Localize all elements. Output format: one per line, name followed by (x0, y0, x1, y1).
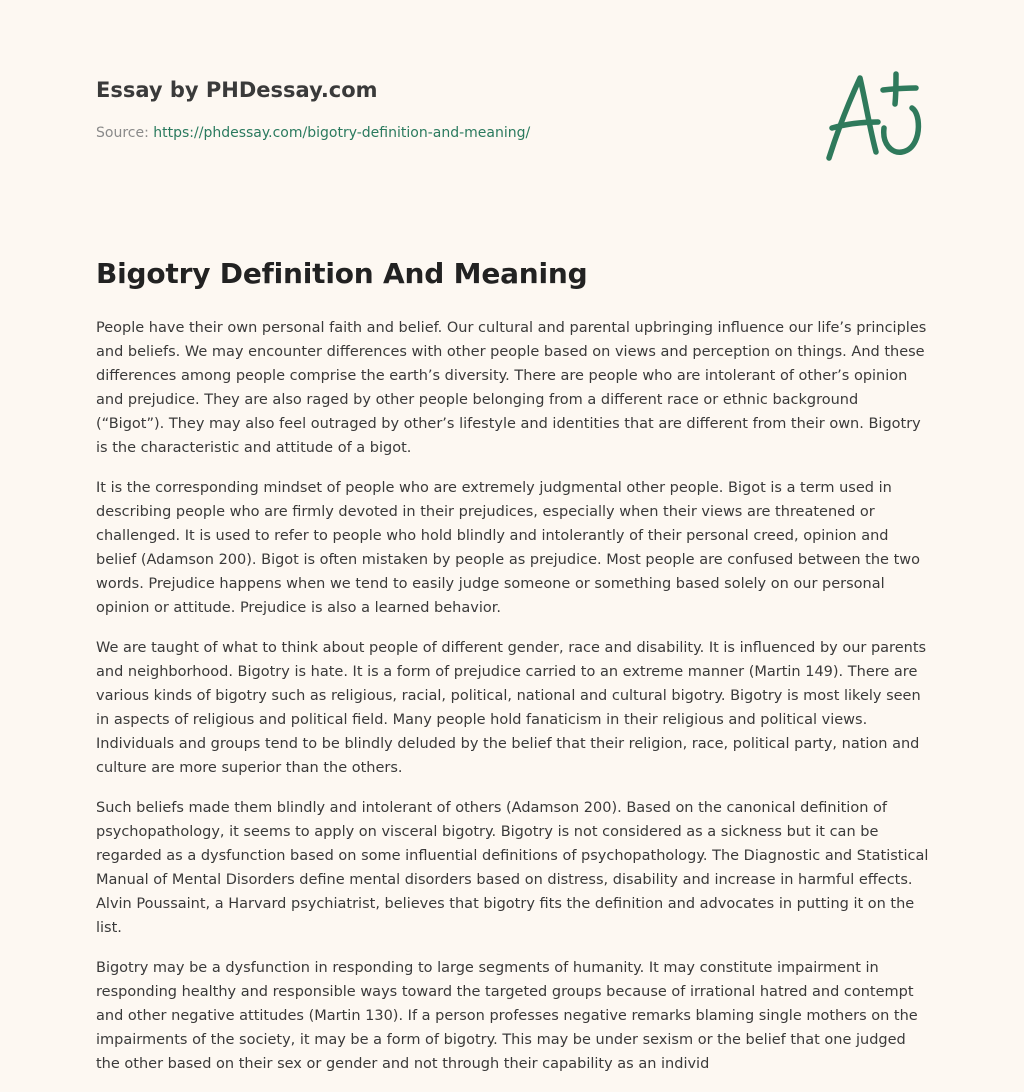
essay-paragraph: We are taught of what to think about people of different gender, race and disability. It is influenced by our parents and neighborhood. Bigotry is hate. It is a form of prejudice carried to an extreme manner (Martin 149). There are various kinds of bigotry such as religious, racial, political, national and cultural bigotry. Bigotry is most likely seen in aspects of religious and political field. Many people hold fanaticism in their religious and political views. Individuals and groups tend to be blindly deluded by the belief that their religion, race, political party, nation and culture are more superior than the others. (96, 640, 927, 776)
site-brand: Essay by PHDessay.com (96, 78, 378, 102)
essay-paragraph: It is the corresponding mindset of people who are extremely judgmental other people. Bigot is a term used in describing people who are firmly devoted in their prejudices, especially when their views are threatened or challenged. It is used to refer to people who hold blindly and intolerantly of their personal creed, opinion and belief (Adamson 200). Bigot is often mistaken by people as prejudice. Most people are confused between the two words. Prejudice happens when we tend to easily judge someone or something based solely on our personal opinion or attitude. Prejudice is also a learned behavior. (96, 480, 921, 616)
essay-title: Bigotry Definition And Meaning (96, 257, 588, 290)
source-link[interactable]: https://phdessay.com/bigotry-definition-and-meaning/ (153, 125, 531, 141)
source-line (96, 124, 928, 142)
essay-paragraph: Such beliefs made them blindly and intolerant of others (Adamson 200). Based on the canonical definition of psychopathology, it seems to apply on visceral bigotry. Bigotry is not considered as a sickness but it can be regarded as a dysfunction based on some influential definitions of psychopathology. The Diagnostic and Statistical Manual of Mental Disorders define mental disorders based on distress, disability and increase in harmful effects. Alvin Poussaint, a Harvard psychiatrist, believes that bigotry fits the definition and advocates in putting it on the list. (96, 800, 929, 936)
essay-header (96, 76, 928, 142)
a-plus-logo-icon (822, 68, 928, 164)
essay-paragraph: People have their own personal faith and belief. Our cultural and parental upbringing influence our life’s principles and beliefs. We may encounter differences with other people based on views and perception on things. And these differences among people comprise the earth’s diversity. There are people who are intolerant of other’s opinion and prejudice. They are also raged by other people belonging from a different race or ethnic background (“Bigot”). They may also feel outraged by other’s lifestyle and identities that are different from their own. Bigotry is the characteristic and attitude of a bigot. (96, 320, 927, 456)
essay-paragraph: Bigotry may be a dysfunction in responding to large segments of humanity. It may constitute impairment in responding healthy and responsible ways toward the targeted groups because of irrational hatred and contempt and other negative attitudes (Martin 130). If a person professes negative remarks blaming single mothers on the impairments of the society, it may be a form of bigotry. This may be under sexism or the belief that one judged the other based on their sex or gender and not through their capability as an individ (96, 960, 918, 1072)
source-label: Source: (96, 125, 149, 141)
essay-body (96, 316, 930, 1092)
